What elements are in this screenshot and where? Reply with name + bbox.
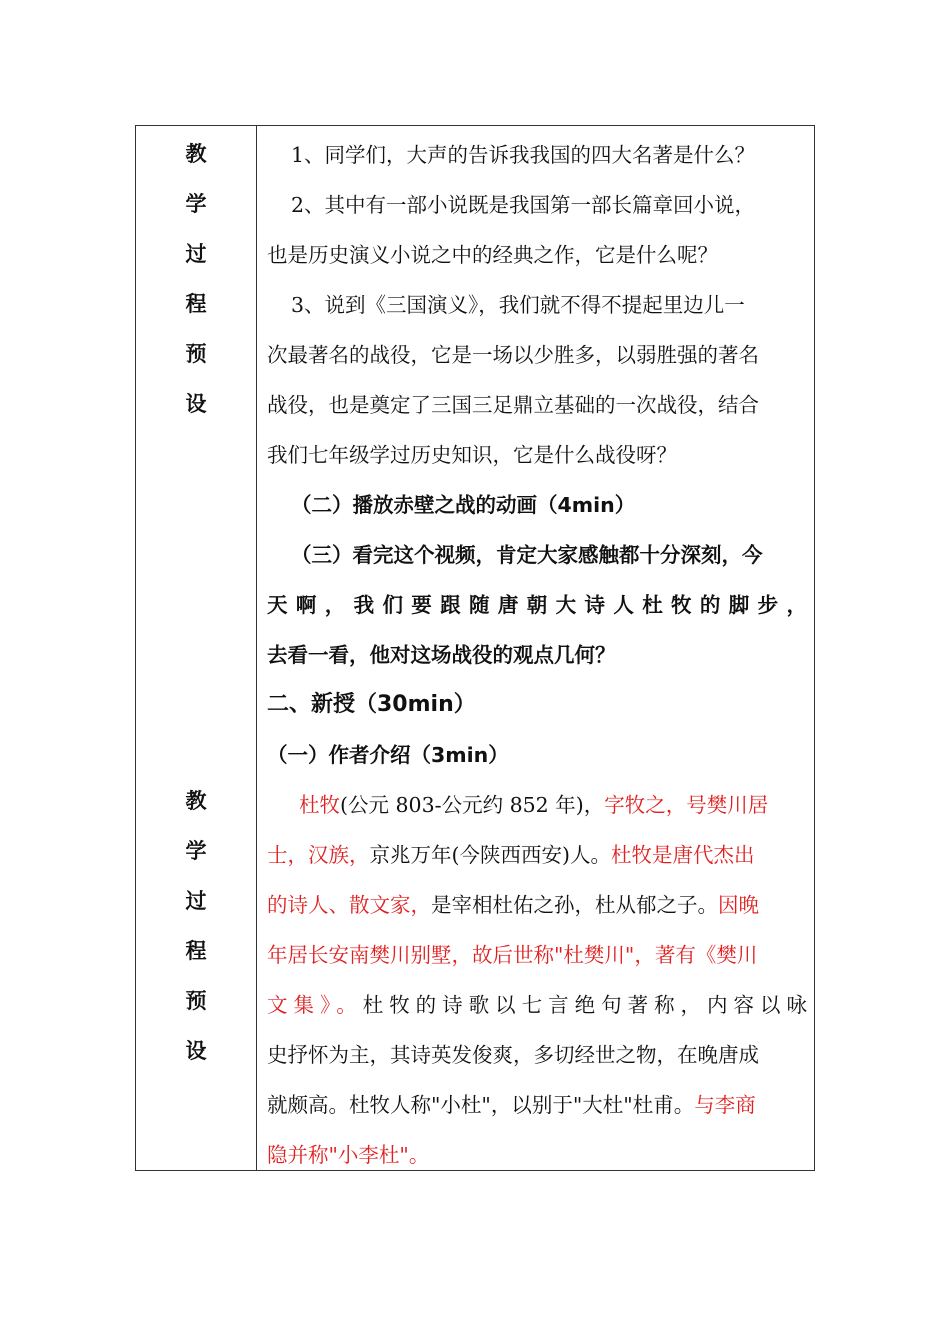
- question-2-line-1: 2、其中有一部小说既是我国第一部长篇章回小说，: [291, 193, 756, 217]
- side-char: 过: [185, 889, 207, 913]
- bio-line-3: [267, 880, 807, 930]
- bio-line-5: [267, 980, 807, 1030]
- side-char: 程: [185, 292, 207, 316]
- side-char: 设: [185, 1039, 207, 1063]
- bio-text-red: 杜牧: [299, 793, 340, 817]
- side-char: 设: [185, 392, 207, 416]
- lesson-plan-table: [135, 125, 815, 1171]
- question-1: 1、同学们，大声的告诉我我国的四大名著是什么？: [291, 143, 756, 167]
- question-3-line-4: 我们七年级学过历史知识，它是什么战役呀？: [267, 443, 677, 467]
- bio-text: 是宰相杜佑之孙，杜从郁之子。: [431, 893, 718, 917]
- bio-text: 杜牧的诗歌以七言绝句著称，内容以咏: [362, 993, 807, 1017]
- side-char: 教: [185, 142, 207, 166]
- section-3-line-3: 去看一看，他对这场战役的观点几何？: [267, 643, 616, 667]
- side-char: 学: [185, 839, 207, 863]
- bio-text-red: 杜牧是唐代杰出: [611, 843, 755, 867]
- bio-text-red: 的诗人、散文家，: [267, 893, 431, 917]
- side-char: 教: [185, 789, 207, 813]
- side-char: 过: [185, 242, 207, 266]
- content-column: [267, 130, 807, 1180]
- side-char: 预: [185, 989, 207, 1013]
- bio-line-4: 年居长安南樊川别墅，故后世称"杜樊川"，著有《樊川: [267, 943, 758, 967]
- side-label-top: [136, 129, 256, 429]
- column-divider: [256, 126, 257, 1170]
- bio-line-7: [267, 1080, 807, 1130]
- question-3-line-3: 战役，也是奠定了三国三足鼎立基础的一次战役，结合: [267, 393, 759, 417]
- new-lesson-heading: 二、新授（30min）: [267, 692, 476, 717]
- question-3-line-1: 3、说到《三国演义》，我们就不得不提起里边儿一: [291, 293, 745, 317]
- side-char: 预: [185, 342, 207, 366]
- bio-text-red: 因晚: [718, 893, 759, 917]
- bio-line-2: [267, 830, 807, 880]
- section-2-heading: （二）播放赤壁之战的动画（4min）: [291, 493, 636, 517]
- section-3-line-1: （三）看完这个视频，肯定大家感触都十分深刻，今: [291, 543, 763, 567]
- bio-line-8: 隐并称"小李杜"。: [267, 1143, 430, 1167]
- side-char: 学: [185, 192, 207, 216]
- bio-text: 京兆万年(今陕西西安)人。: [369, 843, 611, 867]
- question-2-line-2: 也是历史演义小说之中的经典之作，它是什么呢？: [267, 243, 718, 267]
- bio-text-red: 字牧之，号樊川居: [604, 793, 769, 817]
- side-label-bottom: [136, 776, 256, 1076]
- author-intro-heading: （一）作者介绍（3min）: [267, 743, 509, 767]
- question-3-line-2: 次最著名的战役，它是一场以少胜多，以弱胜强的著名: [267, 343, 759, 367]
- side-char: 程: [185, 939, 207, 963]
- bio-text-red: 文集》。: [267, 993, 363, 1017]
- bio-text-red: 与李商: [694, 1093, 756, 1117]
- bio-text: (公元 803-公元约 852 年)，: [340, 793, 605, 817]
- bio-line-1: [267, 780, 807, 830]
- bio-text: 就颇高。杜牧人称"小杜"，以别于"大杜"杜甫。: [267, 1093, 695, 1117]
- section-3-line-2: 天啊，我们要跟随唐朝大诗人杜牧的脚步，: [267, 593, 807, 617]
- bio-text-red: 士，汉族，: [267, 843, 370, 867]
- bio-line-6: 史抒怀为主，其诗英发俊爽，多切经世之物，在晚唐成: [267, 1043, 759, 1067]
